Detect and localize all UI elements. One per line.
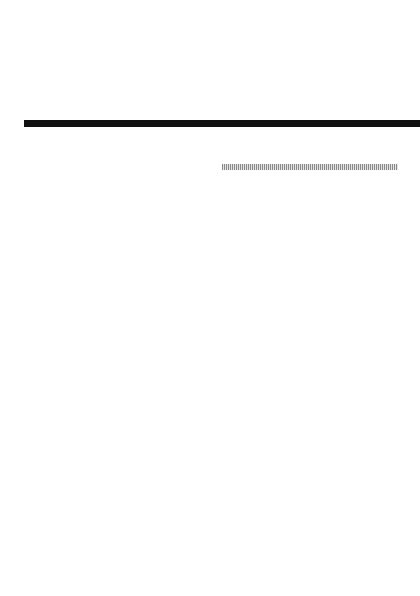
- chapter-rule: [24, 120, 420, 127]
- chapter-title: [0, 86, 420, 111]
- figure-1-1: [0, 404, 420, 494]
- section-heading-bar: [222, 164, 398, 170]
